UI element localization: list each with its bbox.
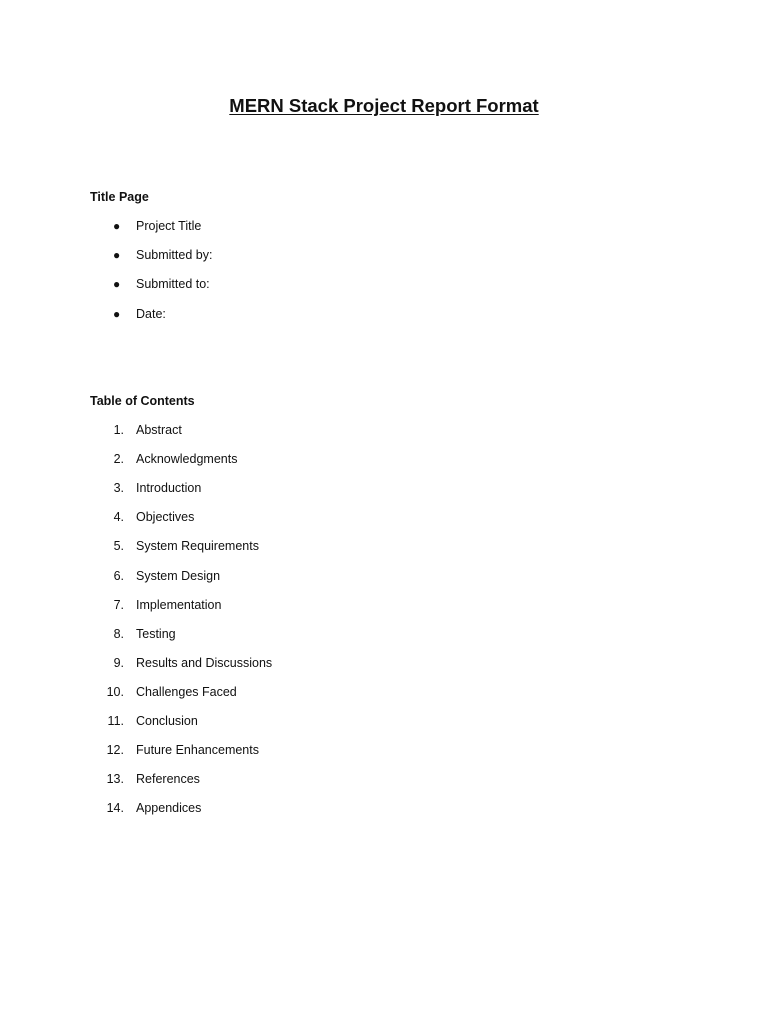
toc-label: Appendices	[136, 801, 202, 816]
toc-number: 12.	[106, 743, 124, 758]
title-page-heading: Title Page	[90, 190, 149, 204]
toc-heading: Table of Contents	[90, 394, 195, 408]
toc-number: 11.	[107, 714, 124, 728]
toc-number: 14.	[106, 801, 124, 816]
toc-number: 1.	[113, 423, 124, 437]
toc-label: System Requirements	[136, 539, 259, 554]
document-title	[0, 94, 768, 118]
toc-label: Conclusion	[136, 714, 198, 728]
toc-number: 2.	[113, 452, 124, 467]
toc-number: 10.	[106, 684, 124, 699]
toc-number: 8.	[113, 626, 124, 641]
toc-label: Objectives	[136, 510, 195, 525]
list-item-label: Submitted by:	[136, 248, 213, 262]
toc-number: 5.	[113, 539, 124, 554]
toc-label: Acknowledgments	[136, 452, 238, 467]
toc-label: Future Enhancements	[136, 743, 259, 758]
bullet-icon: ●	[113, 219, 121, 233]
toc-number: 6.	[113, 568, 124, 583]
toc-number: 3.	[113, 481, 124, 496]
toc-label: Implementation	[136, 597, 222, 612]
toc-number: 7.	[113, 597, 124, 612]
toc-number: 4.	[113, 510, 124, 525]
toc-number: 13.	[106, 772, 124, 787]
bullet-icon: ●	[113, 248, 121, 262]
list-item-label: Project Title	[136, 219, 202, 233]
toc-label: Testing	[136, 626, 176, 641]
toc-label: Abstract	[136, 423, 182, 437]
list-item-label: Submitted to:	[136, 277, 210, 291]
bullet-icon: ●	[113, 307, 121, 321]
toc-label: Challenges Faced	[136, 684, 237, 699]
toc-label: Introduction	[136, 481, 202, 496]
list-item-label: Date:	[136, 307, 166, 321]
toc-number: 9.	[113, 655, 124, 670]
bullet-icon: ●	[113, 277, 121, 291]
toc-label: System Design	[136, 568, 221, 583]
toc-label: References	[136, 772, 200, 787]
document-title-text: MERN Stack Project Report Format	[229, 95, 539, 116]
toc-label: Results and Discussions	[136, 655, 273, 670]
